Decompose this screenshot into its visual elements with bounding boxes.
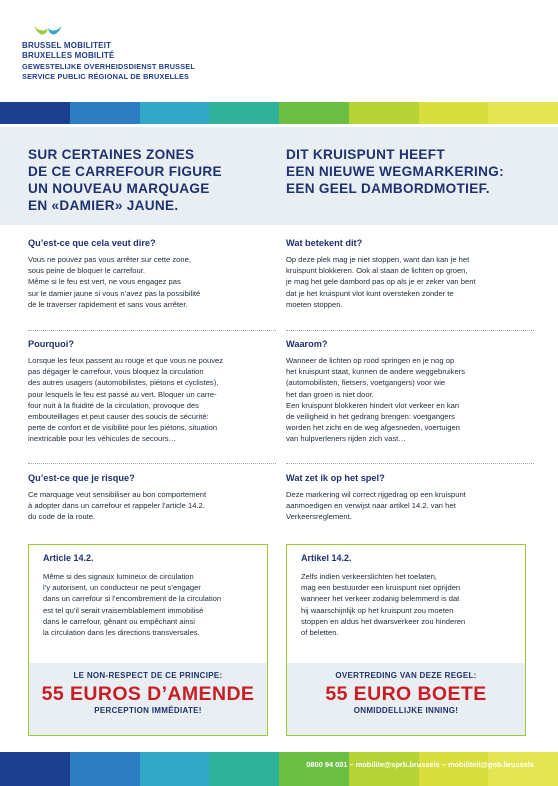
fr-fine-note: PERCEPTION IMMÉDIATE! — [94, 706, 202, 715]
nl-question-1: Wat betekent dit? — [286, 238, 363, 248]
fr-question-1: Qu’est-ce que cela veut dire? — [28, 238, 156, 248]
divider — [28, 463, 276, 464]
fr-answer-3: Ce marquage veut sensibiliser au bon comportement à adopter dans un carrefour et rappeler l’article 14.2. du code de la route. — [28, 490, 207, 522]
nl-question-2: Waarom? — [286, 339, 328, 349]
fr-answer-1: Vous ne pouvez pas vous arrêter sur cette zone, sous peine de bloquer le carrefour. Même si le feu est vert, ne vous engagez pas sur le damier jaune si vous n’avez pas la possibilité de le traverser rapidement et sans vous arrêter. — [28, 255, 201, 309]
fr-fine-panel — [29, 663, 267, 735]
title-nl-line: EEN GEEL DAMBORDMOTIEF. — [286, 181, 490, 196]
fr-question-2: Pourquoi? — [28, 339, 74, 349]
top-color-band — [0, 102, 558, 124]
footer-color-band — [0, 752, 558, 786]
nl-section-meaning — [286, 238, 534, 310]
footer-contact: 0800 94 001 – mobilite@sprb.brussels – mobiliteit@gob.brussels — [306, 760, 534, 769]
divider — [286, 330, 534, 331]
nl-article-box — [286, 544, 526, 736]
fr-article-title: Article 14.2. — [43, 553, 94, 563]
band-segment — [349, 752, 419, 786]
org-name-fr: BRUXELLES MOBILITÉ — [22, 51, 115, 60]
band-segment — [279, 102, 349, 124]
band-segment — [349, 102, 419, 124]
nl-answer-1: Op deze plek mag je niet stoppen, want dan kan je het kruispunt blokkeren. Ook al staan de lichten op groen, je mag het gele dambord pas op als je er zeker van bent dat je het kruispunt vlot kunt oversteken zonder te moeten stoppen. — [286, 255, 476, 309]
title-nl-line: EEN NIEUWE WEGMARKERING: — [286, 164, 504, 179]
title-nl-line: DIT KRUISPUNT HEEFT — [286, 147, 446, 162]
fr-section-meaning — [28, 238, 276, 310]
fr-section-why — [28, 339, 276, 445]
band-segment — [279, 752, 349, 786]
title-fr-line: SUR CERTAINES ZONES — [28, 147, 195, 162]
band-segment — [488, 102, 558, 124]
title-fr-line: EN «DAMIER» JAUNE. — [28, 198, 179, 213]
nl-fine-amount: 55 EURO BOETE — [325, 683, 487, 705]
fr-section-risk — [28, 473, 276, 523]
band-segment — [488, 752, 558, 786]
band-segment — [0, 752, 70, 786]
fr-answer-2: Lorsque les feux passent au rouge et que vous ne pouvez pas dégager le carrefour, vous bloquez la circulation des autres usagers (automobilistes, piétons et cyclistes), pour lesquels le feu est passé au vert. Bloquer un carre- four nuit à la fluidité de la circulation, provoque des embouteillages et peut causer des soucis de sécurité: perte de confort et de visibilité pour les piétons, situation inextricable pour les véhicules de secours… — [28, 356, 224, 444]
nl-article-text: Zelfs indien verkeerslichten het toelaten, mag een bestuurder een kruispunt niet oprijden wanneer het verkeer zodanig belemmerd is dat hij waarschijnlijk op het kruispunt zou moeten stoppen en aldus het dwarsverkeer zou hinderen of beletten. — [301, 572, 466, 638]
nl-article-title: Artikel 14.2. — [301, 553, 352, 563]
org-sub-fr: SERVICE PUBLIC RÉGIONAL DE BRUXELLES — [22, 72, 190, 81]
nl-answer-2: Wanneer de lichten op rood springen en je nog op het kruispunt staat, kunnen de andere weggebruikers (automobilisten, fietsers, voetgangers) voor wie het dan groen is niet door. Een kruispunt blokkeren hindert vlot verkeer en kan de veiligheid in het gedrang brengen: voetgangers worden het zicht en de weg afgesneden, voertuigen van hulpverleners rijden zich vast… — [286, 356, 465, 444]
nl-fine-panel — [287, 663, 525, 735]
fr-article-box — [28, 544, 268, 736]
divider — [28, 330, 276, 331]
nl-section-risk — [286, 473, 534, 523]
band-segment — [0, 102, 70, 124]
title-fr — [28, 146, 276, 214]
band-segment — [209, 102, 279, 124]
logo — [22, 24, 195, 82]
brussels-iris-logo-icon — [32, 24, 64, 38]
title-fr-line: UN NOUVEAU MARQUAGE — [28, 181, 210, 196]
divider — [286, 463, 534, 464]
fr-fine-amount: 55 EUROS D’AMENDE — [41, 683, 255, 705]
band-segment — [70, 752, 140, 786]
nl-answer-3: Deze markering wil correct rijgedrag op een kruispunt aanmoedigen en verwijst naar artikel 14.2. van het Verkeersreglement. — [286, 490, 466, 522]
band-segment — [140, 752, 210, 786]
nl-section-why — [286, 339, 534, 445]
org-name-nl: BRUSSEL MOBILITEIT — [22, 41, 112, 50]
nl-fine-label: OVERTREDING VAN DEZE REGEL: — [335, 671, 477, 680]
title-nl — [286, 146, 534, 197]
fr-article-text: Même si des signaux lumineux de circulation l’y autorisent, un conducteur ne peut s’engager dans un carrefour si l’encombrement de la circulation est tel qu’il serait vraisemblablement immobilisé dans le carrefour, gênant ou empêchant ainsi la circulation dans les directions transversales. — [43, 572, 222, 638]
band-segment — [140, 102, 210, 124]
fr-fine-label: LE NON-RESPECT DE CE PRINCIPE: — [73, 671, 223, 680]
org-sub-nl: GEWESTELIJKE OVERHEIDSDIENST BRUSSEL — [22, 62, 196, 71]
band-segment — [419, 102, 489, 124]
title-fr-line: DE CE CARREFOUR FIGURE — [28, 164, 222, 179]
band-segment — [70, 102, 140, 124]
nl-fine-note: ONMIDDELLIJKE INNING! — [353, 706, 459, 715]
fr-question-3: Qu’est-ce que je risque? — [28, 473, 135, 483]
band-segment — [419, 752, 489, 786]
band-segment — [209, 752, 279, 786]
nl-question-3: Wat zet ik op het spel? — [286, 473, 385, 483]
